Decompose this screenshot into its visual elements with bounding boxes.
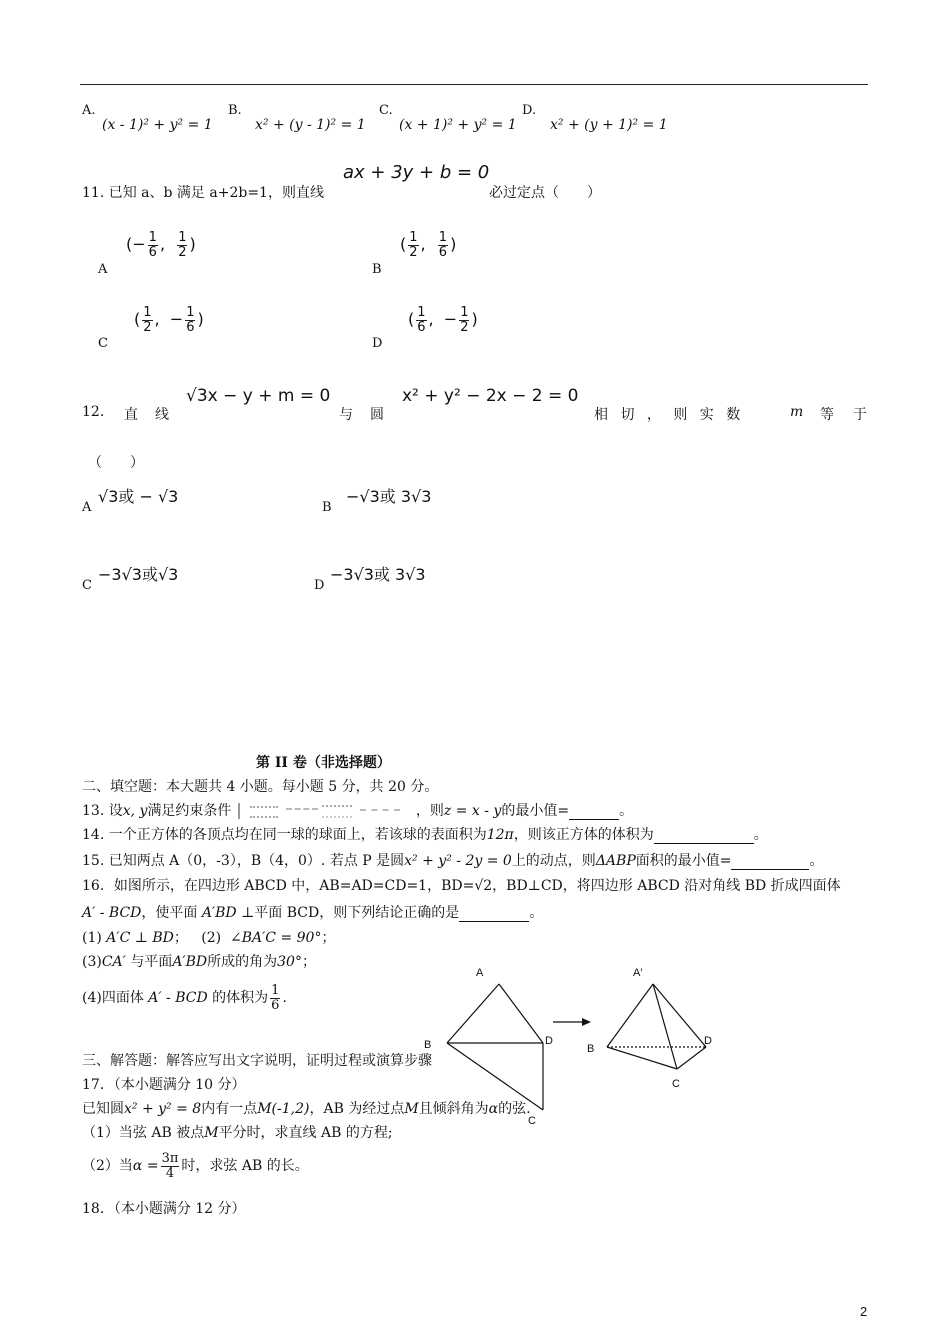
q16-figure <box>420 960 720 1130</box>
q16-c4-text: 的体积为 <box>212 990 269 1007</box>
fig-left-label-a: A <box>476 967 484 979</box>
q16-c3-text-c: 所成的角为 <box>207 954 278 970</box>
q11-number: 11. <box>82 185 105 201</box>
q17-p1-text-a: （1）当弦 AB 被点 <box>82 1125 205 1141</box>
fig-right-label-a: A′ <box>633 967 643 979</box>
q15-text-c: 面积的最小值= <box>635 853 732 869</box>
edge-a-b <box>607 984 653 1047</box>
q11-c-x-frac: $\frac{1}{2}$ <box>143 305 152 335</box>
part3-title: 三、解答题：解答应写出文字说明，证明过程或演算步骤 <box>82 1053 432 1069</box>
q13-vars: x, y <box>122 803 148 819</box>
q11-c-y-frac: $\frac{1}{6}$ <box>186 305 195 335</box>
q17-p1-text-b: 平分时，求直线 AB 的方程; <box>218 1125 393 1141</box>
q16-conclusion-3 <box>82 951 316 971</box>
q10-option-c-expr: (x + 1)² + y² = 1 <box>399 117 517 133</box>
q11-text-before: 已知 a、b 满足 a+2b=1，则直线 <box>108 185 324 201</box>
q16-c3-label: (3) <box>82 954 102 970</box>
q11-option-b-label: B <box>372 262 382 277</box>
fig-right-label-d: D <box>704 1035 712 1047</box>
q11-c-y-sign: − <box>169 309 184 329</box>
q10-option-b: B. <box>228 103 242 118</box>
q12-word-yu: 与 <box>339 407 353 423</box>
q15-triangle: ΔABP <box>595 853 636 869</box>
q16-c4-volume-fraction: $\frac{1}{6}$ <box>271 983 280 1013</box>
q11-stem <box>82 182 324 202</box>
q14-text-b: ，则该正方体的体积为 <box>513 827 654 843</box>
q13-text-a: 13. 设 <box>82 803 123 819</box>
q13-constraint-system <box>236 803 416 819</box>
edge-ab <box>447 984 499 1043</box>
q16-plane: A′BD ⊥ <box>201 905 255 921</box>
fig-left-label-c: C <box>528 1115 536 1127</box>
q18-heading: 18．（本小题满分 12 分） <box>82 1201 246 1217</box>
q16-c4-end: . <box>282 990 287 1007</box>
q11-option-a-value: (− $\frac{1}{6}$ , $\frac{1}{2}$ ) <box>126 230 196 260</box>
q16-c4-label: (4)四面体 <box>82 990 144 1007</box>
q11-option-c-label: C <box>98 336 108 351</box>
q10-option-c: C. <box>379 103 393 118</box>
q12-option-d-label: D <box>314 578 325 593</box>
q14-answer-blank[interactable] <box>654 829 754 844</box>
q12-option-c-value: −3√3或√3 <box>98 565 179 584</box>
q11-d-y-sign: − <box>443 309 458 329</box>
header-rule <box>80 84 868 85</box>
q12-text-after: 相 切 ， 则 实 数 <box>594 407 741 423</box>
q16-conclusion-4 <box>82 984 287 1012</box>
q11-d-x-frac: $\frac{1}{6}$ <box>417 305 426 335</box>
q16-line1 <box>82 875 841 895</box>
q10-a-label: A. <box>82 103 96 118</box>
q17-text-c: ，AB 为经过点 <box>309 1101 405 1117</box>
q16-text-a: 16．如图所示，在四边形 ABCD 中，AB=AD=CD=1，BD= <box>82 878 475 894</box>
figure-left-quadrilateral <box>447 984 543 1110</box>
fig-right-label-c: C <box>672 1078 680 1090</box>
q12-line-equation: √3x − y + m = 0 <box>186 386 331 406</box>
edge-c-d <box>677 1047 706 1069</box>
q16-conclusion-1-2 <box>82 927 335 947</box>
q17-text-b: 内有一点 <box>201 1101 258 1117</box>
fig-left-label-b: B <box>424 1039 432 1051</box>
q13-objective: z = x - y <box>443 803 502 819</box>
q12-paren: （ ） <box>88 455 144 471</box>
q16-text-c: ，使平面 <box>141 905 198 921</box>
fold-arrow-icon <box>553 1018 591 1026</box>
q17-p1-m: M <box>204 1125 219 1141</box>
q12-option-a-value: √3或 − √3 <box>98 487 179 506</box>
q12-word-deng: 等 <box>820 407 834 423</box>
q11-option-d-label: D <box>372 336 383 351</box>
q10-option-a <box>82 103 96 118</box>
q11-option-b-value: ( $\frac{1}{2}$ , $\frac{1}{6}$ ) <box>400 230 457 260</box>
q12-option-a-label: A <box>82 500 92 515</box>
q12-word-yuan: 圆 <box>370 407 384 423</box>
fill-in-title: 二、填空题：本大题共 4 小题。每小题 5 分，共 20 分。 <box>82 779 439 795</box>
q11-a-x-frac: $\frac{1}{6}$ <box>148 230 157 260</box>
q17-text-a: 已知圆 <box>82 1101 124 1117</box>
page-number: 2 <box>860 1304 868 1319</box>
q16-c4-tetrahedron: A′ - BCD <box>148 990 208 1007</box>
q16-line2 <box>82 902 543 922</box>
q17-text-d: 且倾斜角为 <box>418 1101 489 1117</box>
q17-alpha: α <box>488 1101 499 1117</box>
q16-c3-plane: A′BD <box>172 954 208 970</box>
q12-option-c-label: C <box>82 578 92 593</box>
q12-option-b-label: B <box>322 500 332 515</box>
q17-text-e: 的弦. <box>498 1101 531 1117</box>
q10-option-b-expr: x² + (y - 1)² = 1 <box>255 117 366 133</box>
q11-a-y-frac: $\frac{1}{2}$ <box>178 230 187 260</box>
fig-right-label-b: B <box>587 1043 595 1055</box>
part2-heading: 第 II 卷（非选择题） <box>256 755 391 771</box>
q17-p2-fraction: $\frac{3\pi}{4}$ <box>161 1151 179 1181</box>
q13-answer-blank[interactable] <box>569 805 619 820</box>
q14 <box>82 824 768 844</box>
q13 <box>82 800 633 820</box>
q12-option-b-value: −√3或 3√3 <box>346 487 432 506</box>
q14-text-a: 14. 一个正方体的各顶点均在同一球的球面上，若该球的表面积为 <box>82 827 487 843</box>
q16-c2-label: (2) <box>201 930 222 946</box>
q17-p2-text-b: 时，求弦 AB 的长。 <box>181 1158 309 1175</box>
q16-answer-blank[interactable] <box>459 907 529 922</box>
q12-circle-equation: x² + y² − 2x − 2 = 0 <box>402 386 579 406</box>
q16-c3-line: CA′ <box>101 954 126 970</box>
q12-word-xian: 线 <box>155 407 169 423</box>
q16-c1-expr: A′C ⊥ BD <box>106 930 174 946</box>
q13-text-b: 满足约束条件 <box>147 803 232 819</box>
q16-c3-sep: ； <box>301 954 316 970</box>
q12-var-m: m <box>790 404 804 420</box>
q14-area: 12π <box>486 827 514 843</box>
q17-part2 <box>82 1152 309 1180</box>
q15-circle: x² + y² - 2y = 0 <box>404 853 512 869</box>
q17-part1 <box>82 1122 393 1142</box>
q12-option-d-value: −3√3或 3√3 <box>330 565 426 584</box>
q12-word-zhi: 直 <box>124 407 138 423</box>
q15-text-b: 上的动点，则 <box>511 853 596 869</box>
q11-option-c-value: ( $\frac{1}{2}$ , − $\frac{1}{6}$ ) <box>134 305 204 335</box>
q17-point: M(-1,2) <box>257 1101 310 1117</box>
q16-sqrt2: √2 <box>474 878 493 894</box>
q11-d-y-frac: $\frac{1}{2}$ <box>460 305 469 335</box>
q17-heading: 17．（本小题满分 10 分） <box>82 1077 246 1093</box>
q13-text-d: 的最小值= <box>501 803 570 819</box>
figure-right-tetrahedron <box>607 984 706 1069</box>
q16-c3-text-b: 与平面 <box>130 954 173 970</box>
q16-text-d: 平面 BCD，则下列结论正确的是 <box>254 905 460 921</box>
q10-option-d: D. <box>522 103 537 118</box>
q11-b-x-frac: $\frac{1}{2}$ <box>409 230 418 260</box>
q16-c1-sep: ； <box>173 930 188 946</box>
q16-text-b: ，BD⊥CD，将四边形 ABCD 沿对角线 BD 折成四面体 <box>492 878 841 894</box>
q12-number: 12. <box>82 404 105 420</box>
q16-c1-label: (1) <box>82 930 102 946</box>
q11-option-d-value: ( $\frac{1}{6}$ , − $\frac{1}{2}$ ) <box>408 305 478 335</box>
q16-c3-angle: 30° <box>277 954 302 970</box>
q15-end: 。 <box>809 853 824 869</box>
q10-option-a-expr: (x - 1)² + y² = 1 <box>102 117 213 133</box>
q11-option-a-label: A <box>98 262 108 277</box>
q11-line-equation: ax + 3y + b = 0 <box>343 162 490 183</box>
q17-point-m: M <box>404 1101 419 1117</box>
q11-text-after: 必过定点（ ） <box>489 185 601 201</box>
q16-end: 。 <box>529 905 544 921</box>
q11-a-x-sign: − <box>132 234 146 254</box>
edge-bc <box>447 1043 543 1110</box>
edge-b-c <box>607 1047 677 1069</box>
edge-a-c <box>653 984 677 1069</box>
q16-c2-sep: ； <box>321 930 336 946</box>
q12-word-yu2: 于 <box>853 407 867 423</box>
q10-option-d-expr: x² + (y + 1)² = 1 <box>550 117 668 133</box>
q13-end: 。 <box>619 803 634 819</box>
q15 <box>82 850 823 870</box>
fig-left-label-d: D <box>545 1035 553 1047</box>
q17-p2-text-a: （2）当 <box>82 1158 133 1175</box>
q15-text-a: 15. 已知两点 A（0，-3），B（4，0）. 若点 P 是圆 <box>82 853 405 869</box>
q14-end: 。 <box>753 827 768 843</box>
q15-answer-blank[interactable] <box>731 855 809 870</box>
edge-ad <box>499 984 543 1043</box>
q16-c2-expr: ∠BA′C = 90° <box>230 930 322 946</box>
q13-text-c: ，则 <box>415 803 444 819</box>
q16-tetrahedron: A′ - BCD <box>82 905 142 921</box>
q17-circle: x² + y² = 8 <box>124 1101 202 1117</box>
q11-b-y-frac: $\frac{1}{6}$ <box>438 230 448 260</box>
edge-a-d <box>653 984 706 1047</box>
q17-p2-alpha: α = <box>132 1158 159 1175</box>
